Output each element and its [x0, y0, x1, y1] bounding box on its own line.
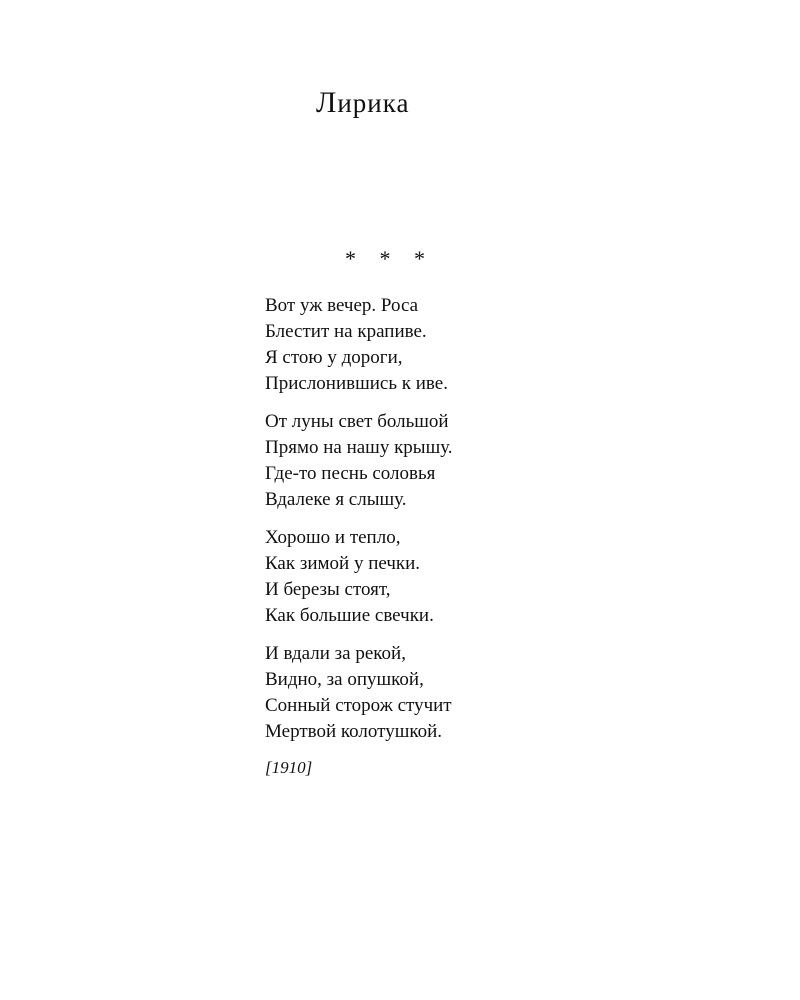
section-title	[316, 86, 409, 120]
poem-line: Сонный сторож стучит	[265, 695, 452, 716]
poem-line: Блестит на крапиве.	[265, 321, 427, 342]
poem-line: И березы стоят,	[265, 579, 391, 600]
poem-line: Вот уж вечер. Роса	[265, 295, 419, 316]
stanza-4	[265, 641, 665, 745]
stanza-3	[265, 525, 665, 629]
poem-line: Прислонившись к иве.	[265, 373, 448, 394]
poem-date: [1910]	[265, 758, 313, 777]
poem-line: Как зимой у печки.	[265, 553, 421, 574]
stanza-separator: * * *	[345, 246, 434, 271]
poem-line: Я стою у дороги,	[265, 347, 403, 368]
section-title-rest: ирика	[337, 88, 410, 118]
poem-line: Видно, за опушкой,	[265, 669, 424, 690]
stanza-2	[265, 409, 665, 513]
poem-line: От луны свет большой	[265, 411, 449, 432]
poem-line: Где-то песнь соловья	[265, 463, 436, 484]
poem-line: Прямо на нашу крышу.	[265, 437, 453, 458]
section-title-initial: Л	[316, 86, 338, 119]
poem-body	[265, 293, 665, 779]
poem-line: И вдали за рекой,	[265, 643, 406, 664]
poem-line: Вдалеке я слышу.	[265, 489, 407, 510]
stanza-1	[265, 293, 665, 397]
poem-line: Хорошо и тепло,	[265, 527, 401, 548]
poem-line: Мертвой колотушкой.	[265, 721, 443, 742]
poem-line: Как большие свечки.	[265, 605, 434, 626]
